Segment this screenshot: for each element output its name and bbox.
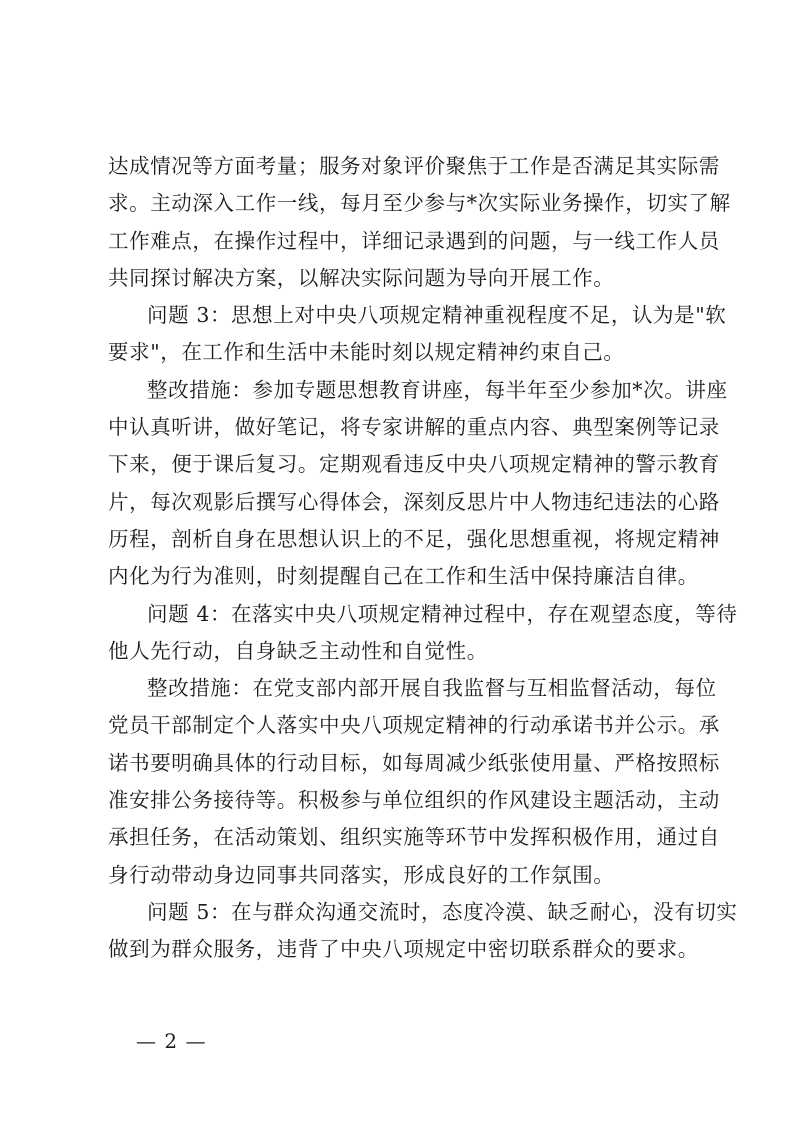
- issue-3-heading: 问题 3：思想上对中央八项规定精神重视程度不足，认为是"软: [147, 303, 727, 328]
- body-text: [108, 148, 738, 969]
- text-line: 历程，剖析自身在思想认识上的不足，强化思想重视，将规定精神: [108, 526, 720, 551]
- text-line: 下来，便于课后复习。定期观看违反中央八项规定精神的警示教育: [108, 452, 720, 477]
- text-line: 中认真听讲，做好笔记，将专家讲解的重点内容、典型案例等记录: [108, 415, 720, 440]
- text-line: 他人先行动，自身缺乏主动性和自觉性。: [108, 638, 488, 663]
- text-line: 求。主动深入工作一线，每月至少参与*次实际业务操作，切实了解: [108, 191, 731, 216]
- text-line: 党员干部制定个人落实中央八项规定精神的行动承诺书并公示。承: [108, 713, 720, 738]
- text-line: 工作难点，在操作过程中，详细记录遇到的问题，与一线工作人员: [108, 228, 720, 253]
- text-line: 身行动带动身边同事共同落实，形成良好的工作氛围。: [108, 862, 615, 887]
- measure-heading: 整改措施：在党支部内部开展自我监督与互相监督活动，每位: [147, 676, 717, 701]
- issue-4-heading: 问题 4：在落实中央八项规定精神过程中，存在观望态度，等待: [147, 601, 738, 626]
- text-line: 片，每次观影后撰写心得体会，深刻反思片中人物违纪违法的心路: [108, 489, 720, 514]
- text-line: 准安排公务接待等。积极参与单位组织的作风建设主题活动，主动: [108, 788, 720, 813]
- text-line: 内化为行为准则，时刻提醒自己在工作和生活中保持廉洁自律。: [108, 564, 699, 589]
- text-line: 承担任务，在活动策划、组织实施等环节中发挥积极作用，通过自: [108, 825, 720, 850]
- text-line: 做到为群众服务，违背了中央八项规定中密切联系群众的要求。: [108, 937, 699, 962]
- text-line: 达成情况等方面考量；服务对象评价聚焦于工作是否满足其实际需: [108, 154, 720, 178]
- text-line: 共同探讨解决方案，以解决实际问题为导向开展工作。: [108, 265, 615, 290]
- page-number: — 2 —: [136, 1029, 207, 1053]
- issue-5-heading: 问题 5：在与群众沟通交流时，态度冷漠、缺乏耐心，没有切实: [147, 899, 738, 924]
- measure-heading: 整改措施：参加专题思想教育讲座，每半年至少参加*次。讲座: [147, 377, 728, 402]
- text-line: 要求"，在工作和生活中未能时刻以规定精神约束自己。: [108, 340, 625, 365]
- text-line: 诺书要明确具体的行动目标，如每周减少纸张使用量、严格按照标: [108, 750, 720, 775]
